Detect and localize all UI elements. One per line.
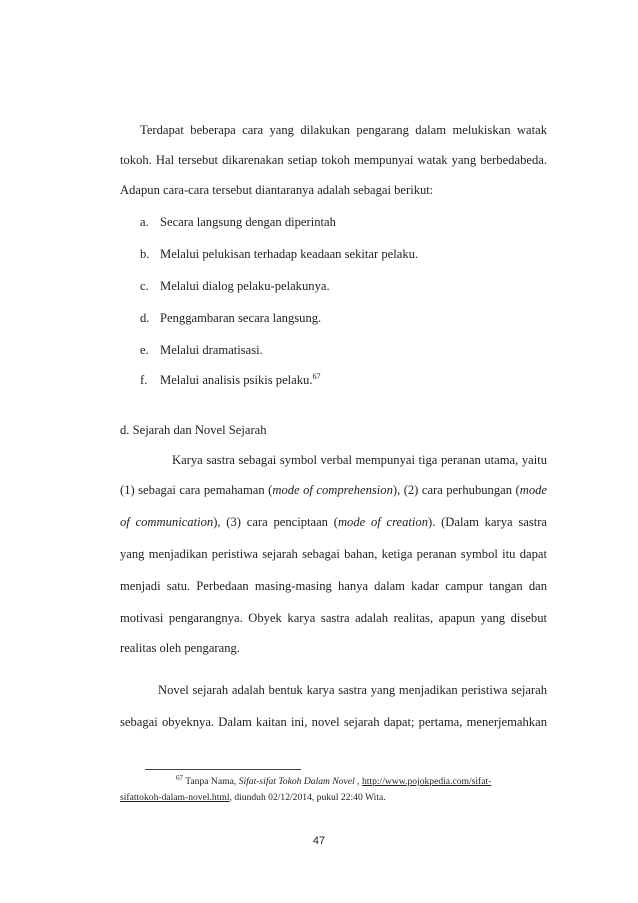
- list-item: [140, 278, 330, 294]
- footnote-url-link[interactable]: sifattokoh-dalam-novel.html: [120, 792, 230, 803]
- footnote-reference[interactable]: 67: [312, 371, 321, 381]
- list-item: [140, 342, 263, 358]
- footnote-continued: [120, 792, 386, 804]
- paragraph1-line: Terdapat beberapa cara yang dilakukan pengarang dalam melukiskan watak: [140, 123, 547, 137]
- list-item: [140, 214, 336, 230]
- list-marker: f.: [140, 373, 148, 387]
- footnote-separator: [145, 769, 301, 770]
- paragraph3-line: sebagai obyeknya. Dalam kaitan ini, novel sejarah dapat; pertama, menerjemahkan: [120, 715, 547, 729]
- list-item-text: Secara langsung dengan diperintah: [160, 215, 336, 229]
- list-item: [140, 246, 418, 262]
- footnote-url-link[interactable]: http://www.pojokpedia.com/sifat-: [361, 776, 492, 787]
- section-heading: d. Sejarah dan Novel Sejarah: [120, 423, 267, 437]
- paragraph2-line: (1) sebagai cara pemahaman (mode of comprehension), (2) cara perhubungan (mode: [120, 483, 547, 497]
- footnote-title: Sifat-sifat Tokoh Dalam Novel: [238, 776, 355, 787]
- paragraph2-line: of communication), (3) cara penciptaan (mode of creation). (Dalam karya sastra: [120, 515, 548, 529]
- list-marker: e.: [140, 343, 149, 357]
- paragraph1-line: tokoh. Hal tersebut dikarenakan setiap tokoh mempunyai watak yang berbedabeda.: [120, 153, 547, 167]
- list-item: [140, 310, 321, 326]
- list-marker: a.: [140, 215, 149, 229]
- footnote-number: 67: [176, 773, 183, 782]
- paragraph2-line: yang menjadikan peristiwa sejarah sebagai bahan, ketiga peranan symbol itu dapat: [120, 547, 547, 561]
- list-item-text: Melalui dialog pelaku-pelakunya.: [160, 279, 330, 293]
- list-marker: c.: [140, 279, 149, 293]
- list-item: [140, 372, 321, 388]
- footnote: $^{67}$ Tanpa Nama, Sifat-sifat Tokoh Dalam Novel , http://www.pojokpedia.com/sifat-: [176, 773, 492, 787]
- page-number: 47: [312, 835, 326, 847]
- list-item-text: Melalui analisis psikis pelaku.: [160, 373, 313, 387]
- list-item-text: Melalui pelukisan terhadap keadaan sekitar pelaku.: [160, 247, 419, 261]
- footnote-accessed: , diunduh 02/12/2014, pukul 22:40 Wita.: [229, 792, 386, 803]
- paragraph2-line: realitas oleh pengarang.: [120, 641, 240, 655]
- list-item-text: Melalui dramatisasi.: [160, 343, 263, 357]
- paragraph3-line: Novel sejarah adalah bentuk karya sastra yang menjadikan peristiwa sejarah: [158, 683, 547, 697]
- list-item-text: Penggambaran secara langsung.: [160, 311, 322, 325]
- list-marker: b.: [140, 247, 150, 261]
- paragraph2-line: menjadi satu. Perbedaan masing-masing hanya dalam kadar campur tangan dan: [120, 579, 547, 593]
- paragraph2-line: motivasi pengarangnya. Obyek karya sastra adalah realitas, apapun yang disebut: [120, 611, 547, 625]
- list-marker: d.: [140, 311, 150, 325]
- paragraph2-line: Karya sastra sebagai symbol verbal mempunyai tiga peranan utama, yaitu: [172, 453, 547, 467]
- footnote-author: Tanpa Nama,: [183, 776, 239, 787]
- paragraph1-line: Adapun cara-cara tersebut diantaranya adalah sebagai berikut:: [120, 183, 434, 197]
